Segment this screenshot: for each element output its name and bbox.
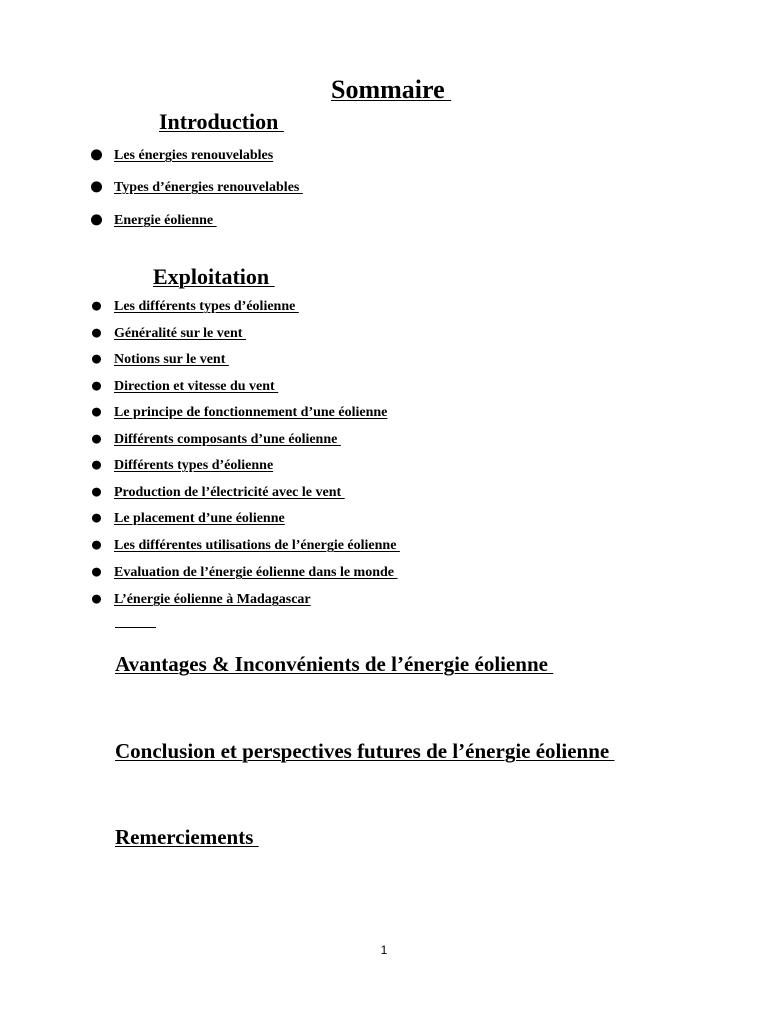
- list-item-label: Les différents types d’éolienne: [114, 299, 299, 314]
- bullet-icon: [92, 435, 101, 444]
- remerciements-heading: Remerciements: [115, 825, 259, 849]
- introduction-heading: Introduction: [159, 109, 284, 134]
- divider: [115, 627, 156, 628]
- bullet-icon: [92, 382, 101, 391]
- page-number: 1: [380, 943, 388, 957]
- list-item-label: Les énergies renouvelables: [114, 148, 274, 163]
- bullet-icon: [91, 214, 102, 225]
- bullet-icon: [92, 408, 101, 417]
- bullet-icon: [91, 181, 102, 192]
- list-item-label: Différents composants d’une éolienne: [114, 432, 341, 447]
- bullet-icon: [92, 541, 101, 550]
- list-item-label: Le principe de fonctionnement d’une éolienne: [114, 405, 388, 420]
- bullet-icon: [92, 329, 101, 338]
- bullet-icon: [92, 595, 101, 604]
- list-item-label: L’énergie éolienne à Madagascar: [114, 592, 311, 607]
- conclusion-heading: Conclusion et perspectives futures de l’énergie éolienne: [115, 739, 615, 763]
- list-item-label: Evaluation de l’énergie éolienne dans le monde: [114, 565, 398, 580]
- list-item-label: Notions sur le vent: [114, 352, 229, 367]
- bullet-icon: [92, 488, 101, 497]
- list-item-label: Le placement d’une éolienne: [114, 511, 285, 526]
- list-item-label: Types d’énergies renouvelables: [114, 180, 303, 195]
- list-item-label: Différents types d’éolienne: [114, 458, 274, 473]
- bullet-icon: [92, 302, 101, 311]
- list-item-label: Production de l’électricité avec le vent: [114, 485, 345, 500]
- list-item-label: Energie éolienne: [114, 213, 217, 228]
- bullet-icon: [92, 461, 101, 470]
- bullet-icon: [92, 514, 101, 523]
- list-item-label: Direction et vitesse du vent: [114, 379, 279, 394]
- list-item-label: Les différentes utilisations de l’énergie éolienne: [114, 538, 400, 553]
- list-item-label: Généralité sur le vent: [114, 326, 246, 341]
- page-title: Sommaire: [331, 75, 452, 104]
- avantages-heading: Avantages & Inconvénients de l’énergie éolienne: [115, 652, 554, 676]
- bullet-icon: [92, 355, 101, 364]
- bullet-icon: [92, 568, 101, 577]
- exploitation-heading: Exploitation: [153, 264, 275, 289]
- bullet-icon: [91, 149, 102, 160]
